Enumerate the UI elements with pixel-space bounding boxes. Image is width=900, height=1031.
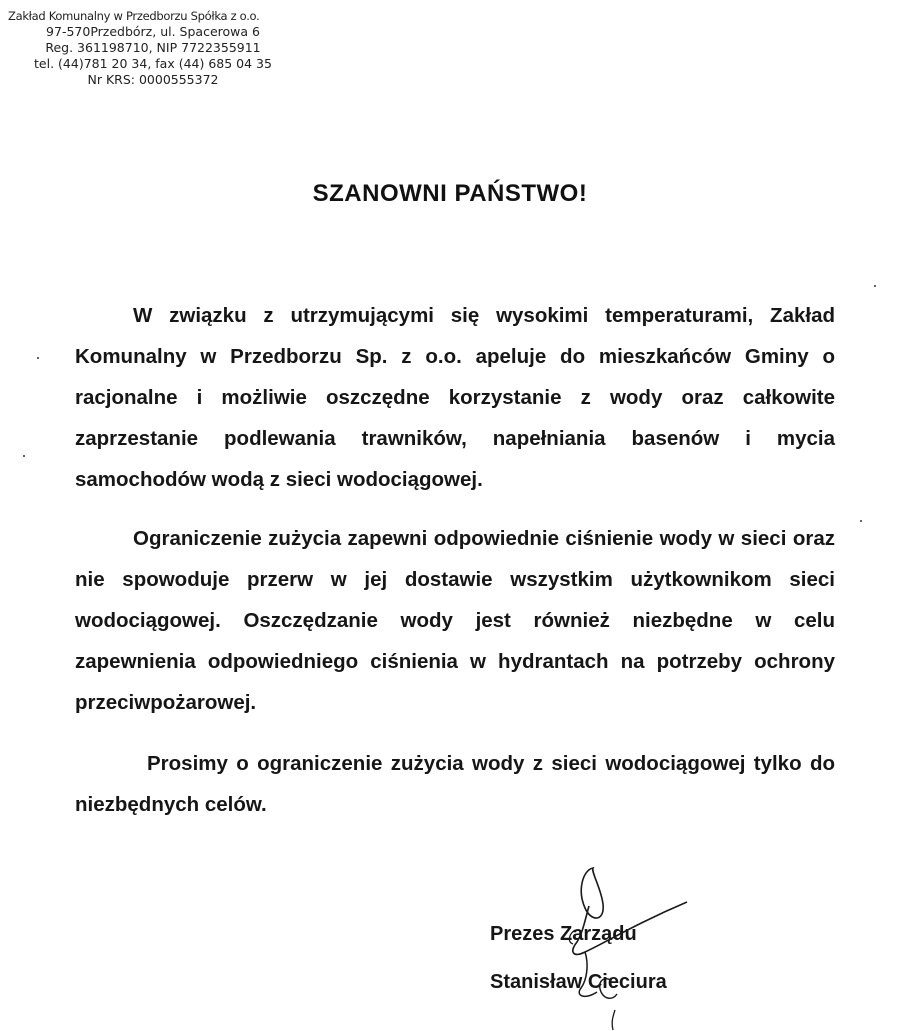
scan-speck bbox=[37, 357, 39, 359]
stamp-krs: Nr KRS: 0000555372 bbox=[87, 72, 219, 87]
scan-speck bbox=[874, 285, 876, 287]
stamp-phone-fax: tel. (44)781 20 34, fax (44) 685 04 35 bbox=[34, 56, 272, 71]
paragraph-heat-appeal: W związku z utrzymującymi się wysokimi temperaturami, Zakład Komunalny w Przedborzu Sp. z o.o. apeluje do mieszkańców Gminy o racjonalne i możliwie oszczędne korzystanie z wody oraz całkowite zaprzestanie podlewania trawników, napełniania basenów i mycia samochodów wodą z sieci wodociągowej. bbox=[75, 304, 835, 491]
letter-title: SZANOWNI PAŃSTWO! bbox=[312, 180, 588, 207]
paragraph-request: Prosimy o ograniczenie zużycia wody z sieci wodociągowej tylko do niezbędnych celów. bbox=[75, 752, 835, 816]
handwritten-signature-icon bbox=[555, 860, 705, 1031]
stamp-registration: Reg. 361198710, NIP 7722355911 bbox=[45, 40, 261, 55]
scan-speck bbox=[23, 455, 25, 457]
scan-speck bbox=[860, 520, 862, 522]
stamp-address: 97-570Przedbórz, ul. Spacerowa 6 bbox=[46, 24, 260, 39]
signature-role: Prezes Zarządu bbox=[490, 923, 637, 945]
stamp-company-name: Zakład Komunalny w Przedborzu Spółka z o.o. bbox=[8, 9, 260, 23]
paragraph-pressure-benefit: Ograniczenie zużycia zapewni odpowiednie ciśnienie wody w sieci oraz nie spowoduje przerw w jej dostawie wszystkim użytkownikom sieci wodociągowej. Oszczędzanie wody jest również niezbędne w celu zapewnienia odpowiedniego ciśnienia w hydrantach na potrzeby ochrony przeciwpożarowej. bbox=[75, 527, 835, 714]
signature-name: Stanisław Cieciura bbox=[490, 971, 667, 993]
company-header-stamp bbox=[8, 8, 298, 88]
